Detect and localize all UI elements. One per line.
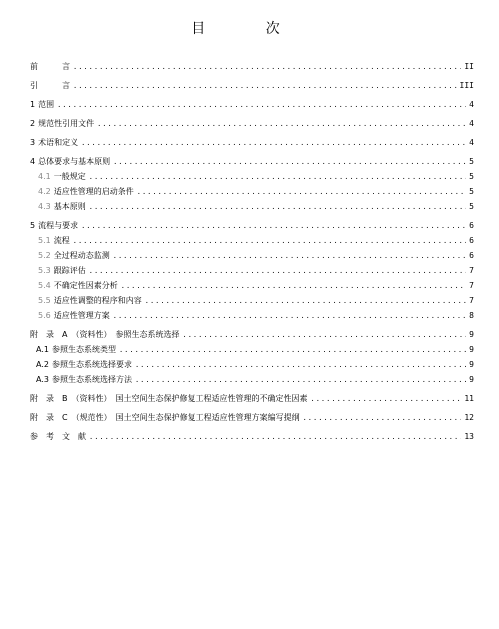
- toc-leader-dots: [182, 330, 466, 340]
- toc-entry-page: III: [459, 81, 474, 90]
- toc-entry-label: 参照生态系统类型: [51, 345, 116, 354]
- toc-entry-page: 8: [469, 311, 474, 320]
- toc-entry[interactable]: [30, 200, 474, 212]
- toc-leader-dots: [119, 345, 466, 355]
- toc-entry[interactable]: [30, 234, 474, 246]
- toc-entry-page: 12: [464, 413, 474, 422]
- toc-leader-dots: [89, 172, 466, 182]
- toc-entry[interactable]: [30, 264, 474, 276]
- toc-entry[interactable]: [30, 294, 474, 306]
- toc-entry-label: 一般规定: [53, 172, 86, 181]
- toc-leader-dots: [121, 281, 466, 291]
- toc-entry-page: 11: [464, 394, 474, 403]
- toc-entry[interactable]: [30, 79, 474, 91]
- toc-leader-dots: [145, 296, 466, 306]
- toc-entry[interactable]: [30, 185, 474, 197]
- toc-entry-label: 跟踪评估: [53, 266, 86, 275]
- toc-entry-number: A.3: [36, 375, 49, 384]
- toc-entry[interactable]: [30, 117, 474, 129]
- toc-entry-number: 4.3: [38, 202, 51, 211]
- toc-title: 目 次: [191, 21, 308, 37]
- toc-entry[interactable]: [30, 170, 474, 182]
- toc-leader-dots: [113, 251, 466, 261]
- toc-entry-page: 9: [469, 345, 474, 354]
- toc-entry[interactable]: [30, 430, 474, 442]
- toc-entry-label: 基本原则: [53, 202, 86, 211]
- toc-entry-page: 5: [469, 187, 474, 196]
- toc-entry-label: 范围: [38, 100, 55, 109]
- toc-entry-page: 6: [469, 236, 474, 245]
- toc-entry-page: 9: [469, 330, 474, 339]
- toc-entry-number: 3: [30, 138, 36, 147]
- toc-entry-label: 引 言: [30, 81, 70, 90]
- toc-leader-dots: [57, 100, 466, 110]
- toc-entry-label: 适应性调整的程序和内容: [53, 296, 142, 305]
- toc-entry-page: 5: [469, 202, 474, 211]
- toc-entry[interactable]: [30, 309, 474, 321]
- toc-entry-page: 4: [469, 119, 474, 128]
- toc-leader-dots: [303, 413, 462, 423]
- toc-entry[interactable]: [30, 136, 474, 148]
- toc-entry-number: A.1: [36, 345, 49, 354]
- toc-leader-dots: [81, 138, 466, 148]
- toc-entry[interactable]: [30, 155, 474, 167]
- toc-entry-label: 适应性管理方案: [53, 311, 110, 320]
- toc-entry-number: 5.4: [38, 281, 51, 290]
- toc-entry-page: 6: [469, 251, 474, 260]
- toc-entry[interactable]: [30, 98, 474, 110]
- toc-leader-dots: [81, 221, 466, 231]
- toc-leader-dots: [73, 81, 457, 91]
- toc-entry-page: 13: [464, 432, 474, 441]
- toc-entry-label: 参照生态系统选择要求: [51, 360, 132, 369]
- toc-entry[interactable]: [30, 328, 474, 340]
- toc-entry-label: 全过程动态监测: [53, 251, 110, 260]
- toc-entry-label: 流程: [53, 236, 70, 245]
- toc-entry-number: 4.1: [38, 172, 51, 181]
- toc-entry-page: 9: [469, 375, 474, 384]
- toc-leader-dots: [89, 266, 466, 276]
- toc-entry-page: 5: [469, 172, 474, 181]
- toc-entry-label: 规范性引用文件: [38, 119, 95, 128]
- toc-entry-label: 附 录 C （规范性） 国土空间生态保护修复工程适应性管理方案编写提纲: [30, 413, 300, 422]
- toc-entry[interactable]: [30, 392, 474, 404]
- toc-entry-label: 参 考 文 献: [30, 432, 86, 441]
- toc-leader-dots: [73, 62, 461, 72]
- toc-leader-dots: [97, 119, 466, 129]
- toc-leader-dots: [135, 360, 466, 370]
- toc-entry-page: II: [464, 62, 474, 71]
- toc-leader-dots: [137, 187, 466, 197]
- toc-entry-number: 5.1: [38, 236, 51, 245]
- toc-entry[interactable]: [30, 411, 474, 423]
- toc-entry[interactable]: [30, 343, 474, 355]
- toc-entry-label: 术语和定义: [38, 138, 79, 147]
- toc-entry-page: 6: [469, 221, 474, 230]
- table-of-contents: [30, 60, 474, 449]
- toc-entry-page: 9: [469, 360, 474, 369]
- toc-entry[interactable]: [30, 249, 474, 261]
- toc-entry[interactable]: [30, 358, 474, 370]
- toc-entry-page: 5: [469, 157, 474, 166]
- toc-leader-dots: [135, 375, 466, 385]
- toc-entry-page: 4: [469, 100, 474, 109]
- toc-leader-dots: [113, 311, 466, 321]
- toc-entry-label: 前 言: [30, 62, 70, 71]
- toc-entry-label: 不确定性因素分析: [53, 281, 118, 290]
- toc-entry[interactable]: [30, 60, 474, 72]
- toc-entry-number: 2: [30, 119, 36, 128]
- toc-entry-number: 5: [30, 221, 36, 230]
- toc-entry-page: 7: [469, 296, 474, 305]
- toc-entry-label: 适应性管理的启动条件: [53, 187, 134, 196]
- toc-entry-number: A.2: [36, 360, 49, 369]
- toc-entry-label: 附 录 A （资料性） 参照生态系统选择: [30, 330, 180, 339]
- toc-entry-number: 4: [30, 157, 36, 166]
- toc-entry-label: 总体要求与基本原则: [38, 157, 111, 166]
- toc-leader-dots: [311, 394, 462, 404]
- toc-entry-number: 5.3: [38, 266, 51, 275]
- toc-leader-dots: [113, 157, 466, 167]
- toc-entry[interactable]: [30, 219, 474, 231]
- toc-leader-dots: [89, 432, 461, 442]
- toc-entry-label: 附 录 B （资料性） 国土空间生态保护修复工程适应性管理的不确定性因素: [30, 394, 308, 403]
- toc-entry-number: 5.2: [38, 251, 51, 260]
- toc-entry-page: 7: [469, 281, 474, 290]
- toc-entry-page: 4: [469, 138, 474, 147]
- toc-entry-number: 5.6: [38, 311, 51, 320]
- toc-leader-dots: [73, 236, 466, 246]
- toc-entry-label: 流程与要求: [38, 221, 79, 230]
- toc-entry-number: 5.5: [38, 296, 51, 305]
- toc-entry[interactable]: [30, 279, 474, 291]
- toc-entry-number: 1: [30, 100, 36, 109]
- toc-entry-label: 参照生态系统选择方法: [51, 375, 132, 384]
- toc-entry-page: 7: [469, 266, 474, 275]
- toc-entry[interactable]: [30, 373, 474, 385]
- toc-entry-number: 4.2: [38, 187, 51, 196]
- toc-leader-dots: [89, 202, 466, 212]
